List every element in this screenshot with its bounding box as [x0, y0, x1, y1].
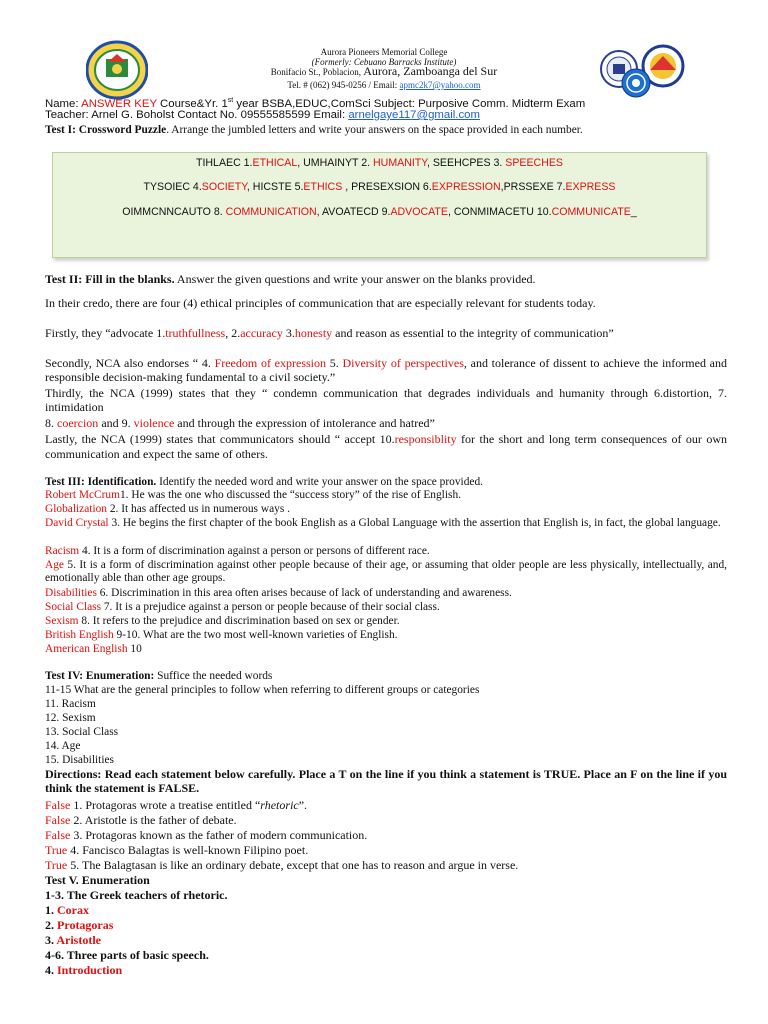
test3-instructions: Identify the needed word and write your answer on the space provided.	[156, 476, 484, 488]
paragraph-text: Secondly, NCA also endorses “ 4.	[45, 356, 215, 370]
item-answer: Corax	[57, 903, 89, 917]
true-false-statement: 5. The Balagtasan is like an ordinary debate, except that one has to reason and argue in verse.	[67, 858, 519, 872]
test3-item	[45, 517, 727, 530]
test5-item	[45, 904, 727, 917]
paragraph-text: for the short and long term consequences of our own communication and expect the same of others.	[45, 432, 727, 461]
school-name: Aurora Pioneers Memorial College	[320, 47, 448, 57]
test3-title: Test III: Identification.	[45, 476, 157, 488]
school-telephone: Tel. # (062) 945-0256 / Email:	[287, 80, 398, 90]
teacher-info-line	[45, 109, 727, 122]
identification-answer: Robert McCrum	[45, 489, 120, 501]
true-false-answer: False	[45, 813, 71, 827]
test4-title: Test IV: Enumeration:	[45, 670, 155, 682]
paragraph-text: and reason as essential to the integrity of communication”	[332, 326, 614, 340]
true-false-item	[45, 799, 727, 812]
crossword-answer: SPEECHES	[505, 157, 563, 169]
true-false-answer: True	[45, 843, 68, 857]
crossword-row-3	[53, 206, 706, 218]
identification-question: 10	[127, 643, 142, 655]
crossword-answer: EXPRESS	[565, 181, 616, 193]
paragraph-text: 8.	[45, 416, 57, 430]
test5-item	[45, 919, 727, 932]
crossword-answer: EXPRESSION	[431, 181, 501, 193]
test3-heading	[45, 476, 727, 489]
blank-answer-2: accuracy	[240, 326, 283, 340]
blank-answer-5: Diversity of perspectives	[342, 356, 464, 370]
test3-item	[45, 601, 727, 614]
blank-answer-3: honesty	[294, 326, 333, 340]
paragraph-text: , 2.	[225, 326, 241, 340]
test3-item	[45, 643, 727, 656]
crossword-clue: , HICSTE 5.	[246, 181, 304, 193]
true-false-answer: False	[45, 798, 71, 812]
identification-question: 3. He begins the first chapter of the book English as a Global Language with the assertion that English is, in fact, the global language.	[108, 517, 721, 529]
test3-item	[45, 615, 727, 628]
paragraph-text: and through the expression of intolerance and hatred”	[174, 416, 435, 430]
course-label: Course&Yr. 1	[160, 97, 228, 110]
identification-answer: Social Class	[45, 601, 102, 613]
address-street: Bonifacio St., Poblacion,	[270, 67, 362, 77]
test5-item	[45, 964, 727, 977]
test2-paragraph-6	[45, 432, 727, 462]
item-number: 3.	[45, 933, 57, 947]
crossword-clue: TIHLAEC 1.	[195, 157, 253, 169]
true-false-statement: 3. Protagoras known as the father of modern communication.	[70, 828, 368, 842]
crossword-answer: ETHICS	[303, 181, 343, 193]
test4-instructions: Suffice the needed words	[154, 670, 273, 682]
blank-answer-9: violence	[133, 416, 175, 430]
test4-heading	[45, 670, 727, 683]
true-false-statement: 1. Protagoras wrote a treatise entitled “	[70, 798, 261, 812]
enumeration-item: 12. Sexism	[45, 712, 96, 724]
true-false-italic-word: rhetoric	[260, 798, 299, 812]
paragraph-text: 5.	[326, 356, 343, 370]
test2-paragraph-2	[45, 326, 727, 340]
identification-question: 5. It is a form of discrimination against other people because of their age, or assuming that older people are less physically, intellectually, and, emotionally able than other age groups.	[45, 559, 727, 584]
test3-item	[45, 629, 727, 642]
identification-question: 1. He was the one who discussed the “success story” of the rise of English.	[119, 489, 461, 501]
teacher-details: Teacher: Arnel G. Boholst Contact No. 09555585599 Email:	[45, 109, 346, 121]
crossword-clue: TYSOIEC 4.	[143, 181, 202, 193]
true-false-statement: 2. Aristotle is the father of debate.	[70, 813, 237, 827]
paragraph-text: Lastly, the NCA (1999) states that communicators should “ accept 10.	[45, 432, 395, 446]
test3-item	[45, 587, 727, 600]
test2-paragraph-1: In their credo, there are four (4) ethical principles of communication that are especially relevant for students today.	[45, 296, 596, 310]
crossword-clue: , SEEHCPES 3.	[426, 157, 506, 169]
test2-paragraph-5	[45, 416, 727, 430]
paragraph-text: 3.	[282, 326, 295, 340]
crossword-clue: , PRESEXSION 6.	[342, 181, 432, 193]
test1-title: Test I: Crossword Puzzle	[45, 124, 167, 136]
paragraph-text: and 9.	[98, 416, 134, 430]
true-false-directions: Directions: Read each statement below carefully. Place a T on the line if you think a statement is TRUE. Place an F on the line if you think the statement is FALSE.	[45, 767, 727, 795]
test3-item	[45, 489, 727, 502]
crossword-answer: HUMANITY	[373, 157, 427, 169]
true-false-answer: False	[45, 828, 71, 842]
test2-paragraph-3	[45, 356, 727, 384]
true-false-statement: 4. Fancisco Balagtas is well-known Filipino poet.	[67, 843, 309, 857]
test5-title: Test V. Enumeration	[45, 873, 150, 887]
document-header	[0, 0, 768, 96]
test3-item	[45, 545, 727, 558]
identification-question: 9-10. What are the two most well-known varieties of English.	[113, 629, 398, 641]
test5-question-2: 4-6. Three parts of basic speech.	[45, 948, 209, 962]
enumeration-item: 11. Racism	[45, 698, 96, 710]
test2-heading	[45, 273, 727, 286]
test5-question-1: 1-3. The Greek teachers of rhetoric.	[45, 888, 228, 902]
test1-heading	[45, 124, 727, 137]
identification-answer: American English	[45, 643, 128, 655]
item-answer: Protagoras	[57, 918, 114, 932]
test2-instructions: Answer the given questions and write your answer on the blanks provided.	[174, 272, 536, 286]
test2-paragraph-4: Thirdly, the NCA (1999) states that they “ condemn communication that degrades individuals and humanity through 6.distortion, 7. intimidation	[45, 386, 727, 414]
item-answer: Introduction	[57, 963, 123, 977]
identification-answer: Racism	[45, 545, 80, 557]
crossword-clue: , CONMIMACETU 10.	[447, 206, 552, 218]
answer-key-label: ANSWER KEY	[81, 97, 157, 110]
identification-question: 8. It refers to the prejudice and discrimination based on sex or gender.	[78, 615, 400, 627]
test4-question: 11-15 What are the general principles to follow when referring to different groups or categories	[45, 684, 480, 696]
crossword-clue: OIMMCNNCAUTO 8.	[122, 206, 226, 218]
test5-item	[45, 934, 727, 947]
item-number: 1.	[45, 903, 57, 917]
blank-answer-1: truthfullness	[165, 326, 226, 340]
test3-item	[45, 503, 727, 516]
blank-answer-4: Freedom of expression	[214, 356, 326, 370]
identification-answer: David Crystal	[45, 517, 109, 529]
identification-question: 2. It has affected us in numerous ways .	[107, 503, 290, 515]
crossword-answer: ADVOCATE	[390, 206, 448, 218]
school-former-name: (Formerly: Cebuano Barracks Institute)	[311, 57, 457, 67]
item-number: 2.	[45, 918, 57, 932]
course-superscript: st	[227, 97, 234, 104]
crossword-answer: ETHICAL	[252, 157, 298, 169]
crossword-clue: ,PRSSEXE 7.	[500, 181, 566, 193]
true-false-item	[45, 844, 727, 857]
crossword-row-2	[53, 181, 706, 193]
enumeration-item: 13. Social Class	[45, 726, 119, 738]
blank-answer-10: responsiblity	[394, 432, 457, 446]
crossword-clue: , AVOATECD 9.	[316, 206, 391, 218]
identification-answer: Sexism	[45, 615, 79, 627]
crossword-answer: COMMUNICATION	[225, 206, 317, 218]
paragraph-text: , and tolerance of dissent to achieve the informed and responsible decision-making fundamental to a civil society.”	[45, 356, 728, 384]
address-town: Aurora, Zamboanga del Sur	[363, 64, 498, 78]
crossword-answer: SOCIETY	[201, 181, 247, 193]
identification-answer: British English	[45, 629, 114, 641]
true-false-item	[45, 829, 727, 842]
item-answer: Aristotle	[56, 933, 101, 947]
paragraph-text: Firstly, they “advocate 1.	[45, 326, 166, 340]
school-email-link[interactable]: apmc2k7@yahoo.com	[399, 80, 481, 90]
test1-instructions: . Arrange the jumbled letters and write your answers on the space provided in each number.	[166, 124, 583, 136]
true-false-item	[45, 859, 727, 872]
identification-answer: Disabilities	[45, 587, 97, 599]
name-label: Name:	[45, 97, 79, 110]
item-number: 4.	[45, 963, 57, 977]
identification-answer: Globalization	[45, 503, 107, 515]
crossword-row-1	[53, 157, 706, 169]
crossword-clue: , UMHAINYT 2.	[297, 157, 374, 169]
identification-question: 7. It is a prejudice against a person or people because of their social class.	[101, 601, 440, 613]
crossword-clue: _	[630, 206, 637, 218]
identification-question: 4. It is a form of discrimination against a person or persons of different race.	[79, 545, 430, 557]
enumeration-item: 15. Disabilities	[45, 754, 114, 766]
identification-question: 6. Discrimination in this area often arises because of lack of understanding and awareness.	[96, 587, 512, 599]
true-false-statement-end: ”.	[298, 798, 308, 812]
crossword-answer-box	[52, 152, 707, 258]
test2-title: Test II: Fill in the blanks.	[45, 272, 175, 286]
true-false-answer: True	[45, 858, 68, 872]
blank-answer-8: coercion	[57, 416, 99, 430]
true-false-item	[45, 814, 727, 827]
identification-answer: Age	[45, 559, 64, 571]
enumeration-item: 14. Age	[45, 740, 81, 752]
crossword-answer: COMMUNICATE	[551, 206, 631, 218]
teacher-email-link[interactable]: arnelgaye117@gmail.com	[348, 109, 480, 121]
course-details: year BSBA,EDUC,ComSci Subject: Purposive Comm. Midterm Exam	[236, 97, 586, 110]
test3-item	[45, 559, 727, 585]
